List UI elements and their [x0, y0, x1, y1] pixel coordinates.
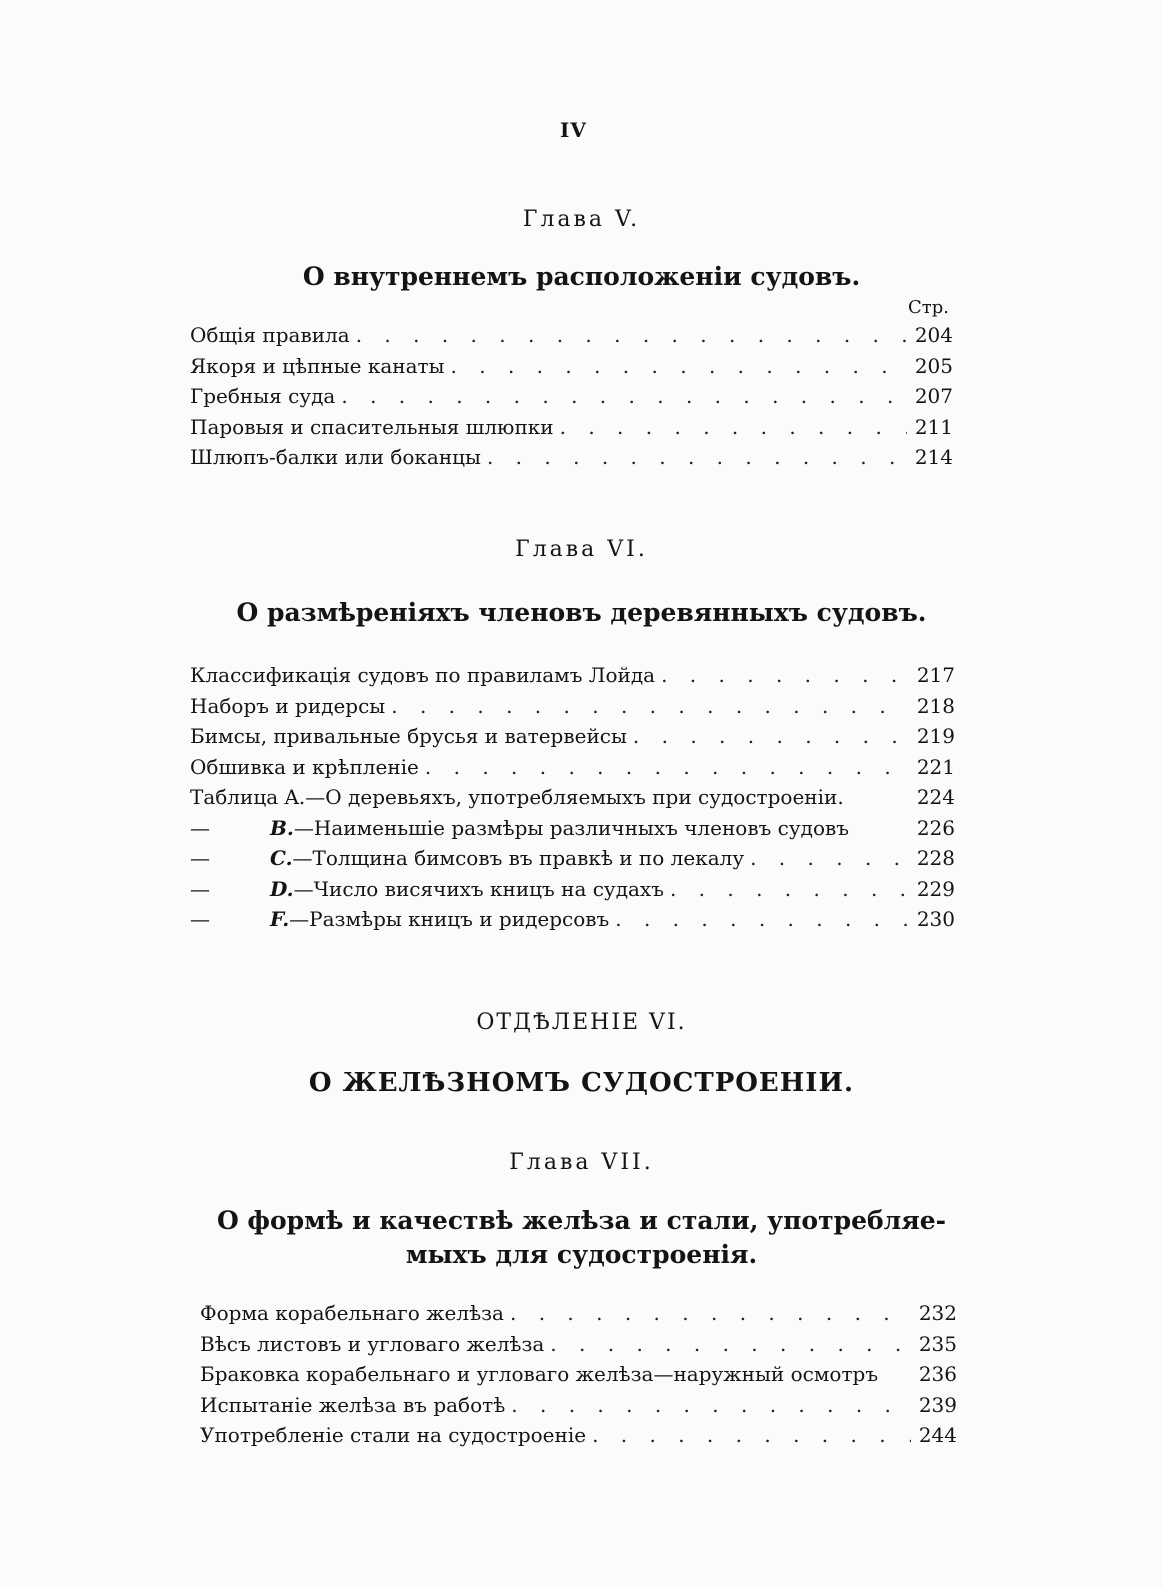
toc-entry-label: Таблица A.—О деревьяхъ, употребляемыхъ при судостроеніи. [190, 785, 844, 809]
leader-dots [341, 381, 907, 412]
toc-entry-page: 211 [914, 414, 953, 439]
toc-entry[interactable] [190, 691, 955, 722]
toc-entry[interactable] [200, 1359, 957, 1390]
toc-entry-page: 226 [916, 815, 955, 840]
leader-dots [511, 1390, 911, 1421]
toc-entry-page: 229 [916, 876, 955, 901]
table-letter: C. [270, 846, 293, 870]
toc-entry-page: 214 [914, 445, 953, 469]
toc-subentry[interactable] [190, 843, 955, 874]
leader-dots [550, 1329, 911, 1360]
toc-entry-page: 230 [916, 907, 955, 931]
toc-entry-label: Форма корабельнаго желѣза [200, 1301, 504, 1325]
chapter-5-title: О внутреннемъ расположеніи судовъ. [302, 262, 861, 291]
toc-entry-page: 205 [914, 353, 953, 378]
leader-dots [487, 442, 907, 473]
leader-dots [560, 412, 907, 443]
page-number: IV [560, 118, 587, 142]
toc-entry[interactable] [190, 412, 953, 443]
chapter-5-toc [190, 320, 953, 473]
leader-dots [633, 721, 909, 752]
leader-dots [592, 1420, 911, 1451]
toc-entry[interactable] [190, 320, 953, 351]
leader-dots [391, 691, 909, 722]
toc-entry-page: 228 [916, 846, 955, 870]
toc-entry[interactable] [200, 1329, 957, 1360]
toc-entry-label: Наборъ и ридерсы [190, 693, 386, 718]
ditto-dash: — [190, 907, 210, 931]
toc-entry-label: Классификація судовъ по правиламъ Лойда [190, 663, 656, 687]
toc-entry[interactable] [190, 442, 953, 473]
toc-entry-page: 207 [914, 384, 953, 408]
toc-entry-page: 232 [918, 1301, 957, 1325]
toc-entry-page: 236 [918, 1362, 957, 1386]
page-column-label: Стр. [908, 297, 949, 318]
toc-entry[interactable] [190, 351, 953, 382]
toc-entry-page: 204 [914, 323, 953, 347]
table-letter: B. [270, 815, 294, 840]
toc-entry-label: Якоря и цѣпные канаты [190, 353, 445, 378]
toc-entry-label: Браковка корабельнаго и угловаго желѣза—наружный осмотръ [200, 1362, 879, 1386]
chapter-6-toc [190, 660, 955, 935]
toc-entry[interactable] [190, 721, 955, 752]
chapter-6-heading: Глава VI. [515, 537, 648, 562]
toc-entry-page: 239 [918, 1392, 957, 1417]
chapter-7-toc [200, 1298, 957, 1451]
toc-subentry[interactable] [190, 904, 955, 935]
ditto-dash: — [190, 815, 210, 840]
toc-entry-label: —Наименьшіе размѣры различныхъ членовъ судовъ [293, 815, 849, 840]
toc-entry[interactable] [190, 381, 953, 412]
toc-entry-label: Бимсы, привальные брусья и ватервейсы [190, 724, 627, 748]
toc-entry-label: Паровыя и спасительныя шлюпки [190, 414, 554, 439]
toc-entry-label: Употребленіе стали на судостроеніе [200, 1423, 587, 1447]
toc-subentry[interactable] [190, 813, 955, 844]
toc-entry-page: 224 [916, 785, 955, 809]
toc-entry-page: 221 [916, 754, 955, 779]
toc-entry-page: 244 [918, 1423, 957, 1447]
leader-dots [425, 752, 909, 783]
toc-entry-label: —Размѣры кницъ и ридерсовъ [289, 907, 610, 931]
toc-entry-label: Вѣсъ листовъ и угловаго желѣза [200, 1331, 545, 1356]
toc-entry[interactable] [190, 660, 955, 691]
toc-entry[interactable] [200, 1420, 957, 1451]
table-letter: F. [270, 907, 290, 931]
toc-entry-label: Испытаніе желѣза въ работѣ [200, 1392, 506, 1417]
ditto-dash: — [190, 846, 210, 870]
leader-dots [451, 351, 907, 382]
toc-entry[interactable] [190, 752, 955, 783]
toc-entry-page: 235 [918, 1331, 957, 1356]
toc-entry-label: Общія правила [190, 323, 350, 347]
chapter-7-title-line-2: мыхъ для судостроенія. [405, 1240, 758, 1269]
leader-dots [670, 874, 909, 905]
leader-dots [750, 843, 909, 874]
toc-entry-label: —Число висячихъ кницъ на судахъ [293, 876, 664, 901]
ditto-dash: — [190, 876, 210, 901]
chapter-7-heading: Глава VII. [509, 1150, 654, 1175]
toc-entry-label: —Толщина бимсовъ въ правкѣ и по лекалу [292, 846, 745, 870]
toc-entry[interactable] [190, 782, 955, 813]
leader-dots [356, 320, 907, 351]
leader-dots [661, 660, 909, 691]
leader-dots [615, 904, 909, 935]
toc-entry[interactable] [200, 1298, 957, 1329]
toc-subentry[interactable] [190, 874, 955, 905]
toc-entry-label: Обшивка и крѣпленіе [190, 754, 419, 779]
chapter-6-title: О размѣреніяхъ членовъ деревянныхъ судовъ. [236, 598, 927, 627]
section-6-heading: ОТДѢЛЕНІЕ VI. [476, 1010, 687, 1035]
toc-entry-label: Шлюпъ-балки или боканцы [190, 445, 481, 469]
table-letter: D. [270, 876, 294, 901]
toc-entry-label: Гребныя суда [190, 384, 336, 408]
toc-entry[interactable] [200, 1390, 957, 1421]
toc-entry-page: 217 [916, 663, 955, 687]
toc-entry-page: 218 [916, 693, 955, 718]
section-6-title: О ЖЕЛѢЗНОМЪ СУДОСТРОЕНІИ. [308, 1068, 855, 1098]
leader-dots [510, 1298, 911, 1329]
chapter-7-title-line-1: О формѣ и качествѣ желѣза и стали, употребляе- [216, 1206, 947, 1235]
chapter-5-heading: Глава V. [522, 207, 641, 232]
toc-entry-page: 219 [916, 724, 955, 748]
